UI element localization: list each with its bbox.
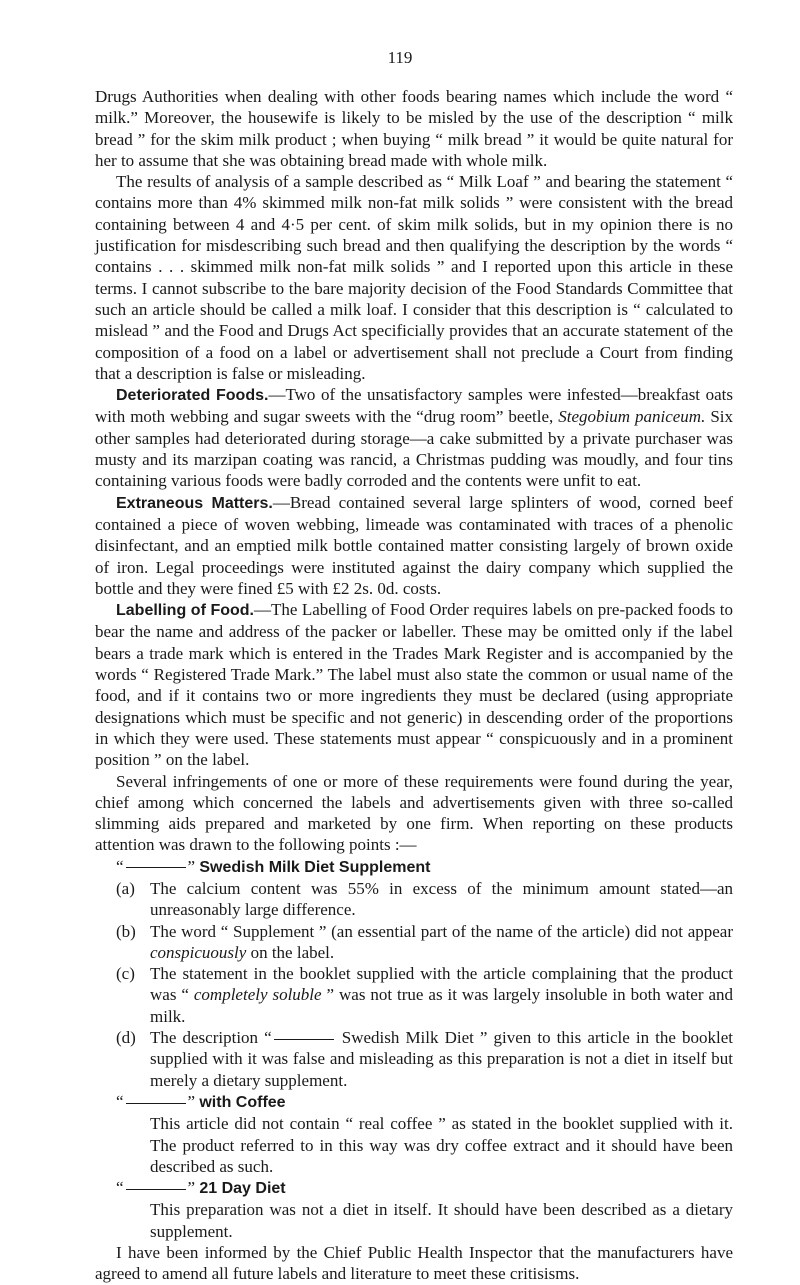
name-redaction-line: [126, 1189, 186, 1190]
name-redaction-line: [274, 1039, 334, 1040]
paragraph-milk-loaf: The results of analysis of a sample described as “ Milk Loaf ” and bearing the statement “ contains more than 4% skimmed milk non-fat milk solids ” were consistent with the bread containing between 4 and 4·5 per cent. of skim milk solids, but in my opinion there is no justification for misdescribing such bread and then qualifying the description by the words “ contains . . . skimmed milk non-fat milk solids ” and I reported upon this article in these terms. I cannot subscribe to the bare majority decision of the Food Standards Committee that such an article should be called a milk loaf. I consider that this description is “ calculated to mislead ” and the Food and Drugs Act specificially provides that an accurate statement of the composition of a food on a label or advertisement shall not preclude a Court from finding that a description is false or misleading.: [95, 172, 733, 383]
page-content: [95, 86, 733, 1285]
heading-deteriorated-foods: Deteriorated Foods.: [116, 387, 269, 405]
product-heading-swedish: “ ” Swedish Milk Diet Supplement: [116, 856, 431, 876]
page-number: 119: [387, 48, 413, 67]
paragraph-milk-bread: Drugs Authorities when dealing with other foods bearing names which include the word “ milk.” Moreover, the housewife is likely to be misled by the use of the description “ milk bread ” for the skim milk product ; when buying “ milk bread ” it would be quite natural for her to assume that she was obtaining bread made with whole milk.: [95, 87, 733, 170]
product-text-21-day: This preparation was not a diet in itself. It should have been described as a dietary supplement.: [150, 1200, 733, 1241]
heading-extraneous-matters: Extraneous Matters.: [116, 494, 273, 512]
list-item: (b) The word “ Supplement ” (an essential part of the name of the article) did not appear conspicuously on the label.: [116, 921, 733, 962]
paragraph-infringements: Several infringements of one or more of these requirements were found during the year, chief among which concerned the labels and advertisements given with three so-called slimming aids prepared and marketed by one firm. When reporting on these products attention was drawn to the following points :—: [95, 771, 733, 855]
product-text-coffee: This article did not contain “ real coffee ” as stated in the booklet supplied with it. The product referred to in this way was dry coffee extract and it should have been described as such.: [150, 1114, 733, 1176]
name-redaction-line: [126, 1103, 186, 1104]
paragraph-deteriorated-foods: Deteriorated Foods.—Two of the unsatisfactory samples were infested—breakfast oats with moth webbing and sugar sweets with the “drug room” beetle, Stegobium paniceum. Six other samples had deteriorated during storage—a cake submitted by a private purchaser was musty and its marzipan coating was rancid, a Christmas pudding was moudly, and four tins containing various foods were badly corroded and the contents were unfit to eat.: [95, 385, 734, 491]
paragraph-closing: I have been informed by the Chief Public Health Inspector that the manufacturers have agreed to amend all future labels and literature to meet these critisisms.: [95, 1243, 733, 1284]
name-redaction-line: [126, 867, 186, 868]
paragraph-extraneous-matters: Extraneous Matters.—Bread contained several large splinters of wood, corned beef contained a piece of woven webbing, limeade was contaminated with traces of a phenolic disinfectant, and an emptied milk bottle contained matter consisting largely of brown oxide of iron. Legal proceedings were instituted against the dairy company which supplied the bottle and they were fined £5 with £2 2s. 0d. costs.: [95, 492, 733, 598]
list-item: (d) The description “ Swedish Milk Diet ” given to this article in the booklet supplied with it was false and misleading as this preparation is not a diet in itself but merely a dietary supplement.: [116, 1028, 734, 1090]
list-item: (c) The statement in the booklet supplied with the article complaining that the product was “ completely soluble ” was not true as it was largely insoluble in both water and milk.: [116, 964, 733, 1026]
heading-labelling: Labelling of Food.: [116, 602, 255, 620]
species-name: Stegobium paniceum.: [558, 407, 706, 427]
product-heading-coffee: “ ” with Coffee: [116, 1091, 286, 1111]
paragraph-labelling: Labelling of Food.—The Labelling of Food Order requires labels on pre-packed foods to bear the name and address of the packer or labeller. These may be omitted only if the label bears a trade mark which is entered in the Trades Mark Register and is accompanied by the words “ Registered Trade Mark.” The label must also state the common or usual name of the food, and if it contains two or more ingredients they must be declared (using appropriate designations which must be specific and not generic) in descending order of the proportions in which they were used. These statements must appear “ conspicuously and in a prominent position ” on the label.: [95, 600, 733, 770]
product-heading-21-day: “ ” 21 Day Diet: [116, 1178, 286, 1198]
list-item: (a) The calcium content was 55% in excess of the minimum amount stated—an unreasonably large difference.: [116, 878, 733, 920]
